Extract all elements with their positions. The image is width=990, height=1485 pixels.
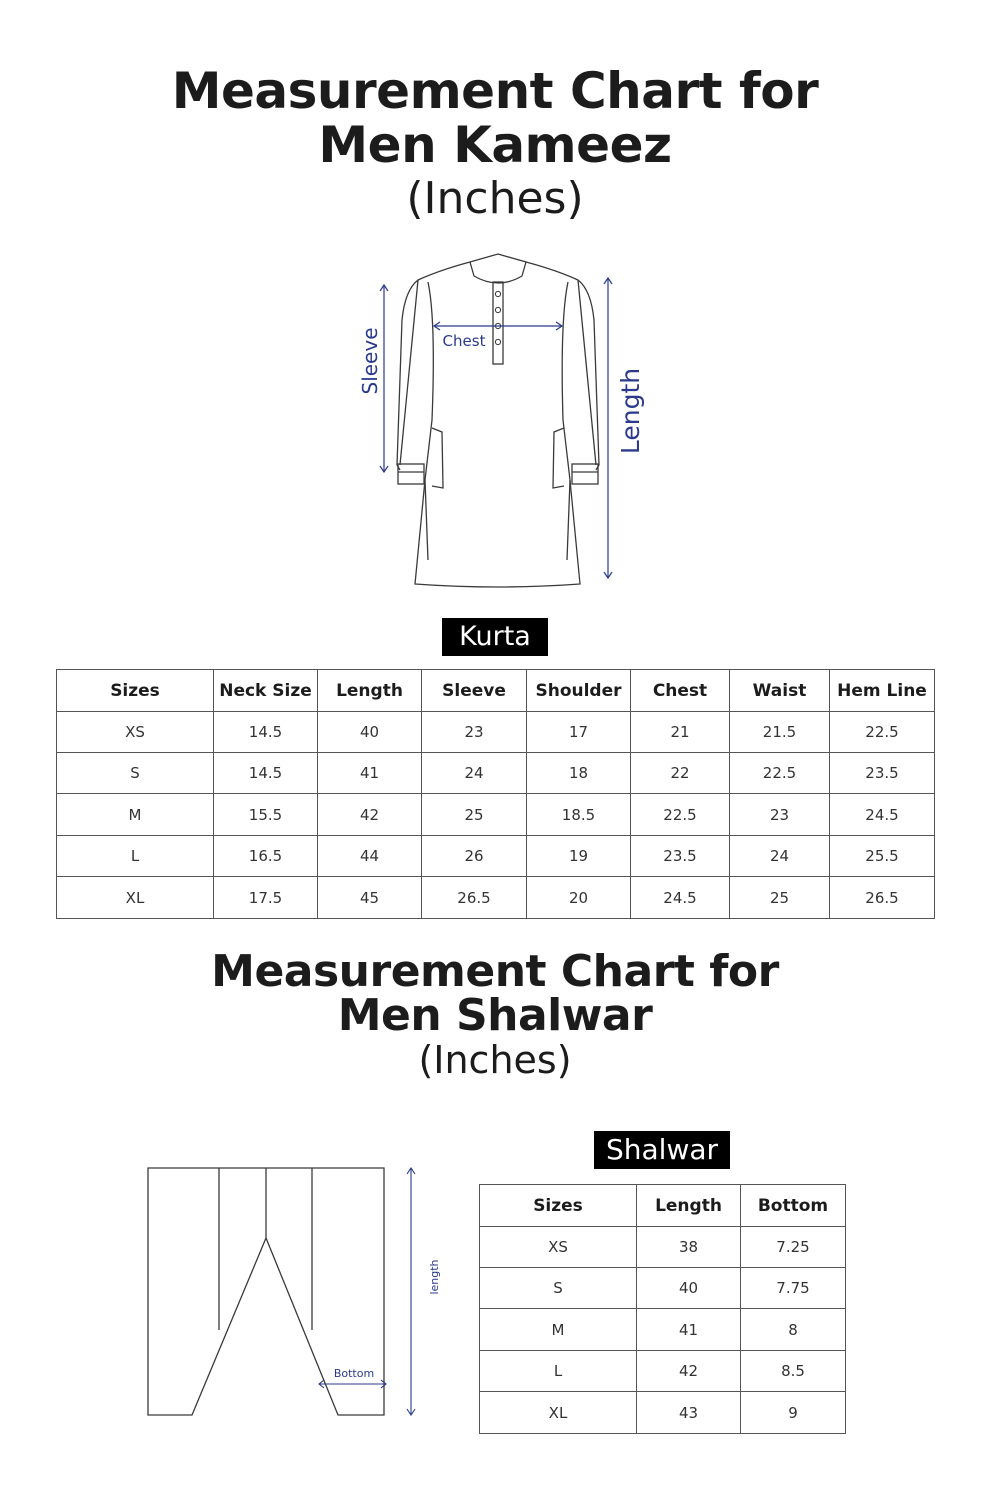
table-cell: 24.5	[830, 794, 935, 836]
kameez-title-line2: Men Kameez	[318, 116, 672, 174]
table-cell: 23.5	[830, 753, 935, 794]
table-cell: 22.5	[830, 712, 935, 753]
table-cell: 40	[637, 1268, 741, 1309]
size-cell: XL	[57, 877, 214, 919]
table-cell: 18	[527, 753, 631, 794]
shalwar-header-row	[480, 1185, 846, 1227]
sleeve-label: Sleeve	[358, 327, 382, 395]
table-cell: 24	[730, 836, 830, 877]
table-cell: 42	[318, 794, 422, 836]
table-cell: 14.5	[214, 712, 318, 753]
shalwar-length-label: length	[428, 1259, 441, 1295]
table-cell: 17	[527, 712, 631, 753]
size-cell: S	[57, 753, 214, 794]
table-cell: 23.5	[631, 836, 730, 877]
table-cell: 44	[318, 836, 422, 877]
shalwar-table	[479, 1184, 846, 1434]
table-row	[480, 1227, 846, 1268]
size-cell: S	[480, 1268, 637, 1309]
table-cell: 20	[527, 877, 631, 919]
size-cell: XS	[480, 1227, 637, 1268]
table-row	[480, 1392, 846, 1434]
table-cell: 8.5	[741, 1351, 846, 1392]
table-cell: 40	[318, 712, 422, 753]
table-cell: 19	[527, 836, 631, 877]
table-cell: 21	[631, 712, 730, 753]
table-cell: 43	[637, 1392, 741, 1434]
kurta-tag: Kurta	[442, 618, 548, 656]
table-cell: 22.5	[730, 753, 830, 794]
table-cell: 23	[422, 712, 527, 753]
shalwar-bottom-label: Bottom	[333, 1367, 375, 1380]
table-cell: 26.5	[422, 877, 527, 919]
table-cell: 26.5	[830, 877, 935, 919]
table-cell: 25.5	[830, 836, 935, 877]
header-cell: Neck Size	[214, 670, 318, 712]
table-cell: 25	[422, 794, 527, 836]
size-cell: L	[57, 836, 214, 877]
kameez-title-line1: Measurement Chart for	[171, 62, 819, 120]
header-cell: Sizes	[57, 670, 214, 712]
table-cell: 7.75	[741, 1268, 846, 1309]
table-cell: 22.5	[631, 794, 730, 836]
header-cell: Bottom	[741, 1185, 846, 1227]
table-cell: 26	[422, 836, 527, 877]
size-cell: M	[57, 794, 214, 836]
shalwar-title-line2: Men Shalwar	[337, 990, 653, 1041]
header-cell: Hem Line	[830, 670, 935, 712]
length-label: Length	[616, 367, 645, 455]
table-cell: 41	[318, 753, 422, 794]
table-cell: 45	[318, 877, 422, 919]
table-cell: 9	[741, 1392, 846, 1434]
header-cell: Length	[318, 670, 422, 712]
shalwar-unit: (Inches)	[418, 1038, 572, 1082]
table-cell: 24.5	[631, 877, 730, 919]
table-cell: 23	[730, 794, 830, 836]
table-cell: 7.25	[741, 1227, 846, 1268]
table-cell: 42	[637, 1351, 741, 1392]
header-cell: Waist	[730, 670, 830, 712]
table-cell: 16.5	[214, 836, 318, 877]
header-cell: Length	[637, 1185, 741, 1227]
header-cell: Sleeve	[422, 670, 527, 712]
header-cell: Chest	[631, 670, 730, 712]
header-cell: Sizes	[480, 1185, 637, 1227]
shalwar-tag: Shalwar	[594, 1131, 730, 1169]
chest-label: Chest	[442, 332, 486, 350]
size-cell: XL	[480, 1392, 637, 1434]
table-cell: 41	[637, 1309, 741, 1351]
table-cell: 22	[631, 753, 730, 794]
table-cell: 21.5	[730, 712, 830, 753]
shalwar-title-line1: Measurement Chart for	[211, 946, 779, 997]
table-cell: 15.5	[214, 794, 318, 836]
kameez-unit: (Inches)	[406, 173, 584, 224]
table-cell: 14.5	[214, 753, 318, 794]
size-cell: M	[480, 1309, 637, 1351]
header-cell: Shoulder	[527, 670, 631, 712]
table-cell: 25	[730, 877, 830, 919]
table-cell: 38	[637, 1227, 741, 1268]
table-row	[480, 1268, 846, 1309]
table-cell: 17.5	[214, 877, 318, 919]
table-row	[480, 1309, 846, 1351]
table-row	[480, 1351, 846, 1392]
size-cell: L	[480, 1351, 637, 1392]
size-cell: XS	[57, 712, 214, 753]
table-cell: 8	[741, 1309, 846, 1351]
table-cell: 24	[422, 753, 527, 794]
table-cell: 18.5	[527, 794, 631, 836]
